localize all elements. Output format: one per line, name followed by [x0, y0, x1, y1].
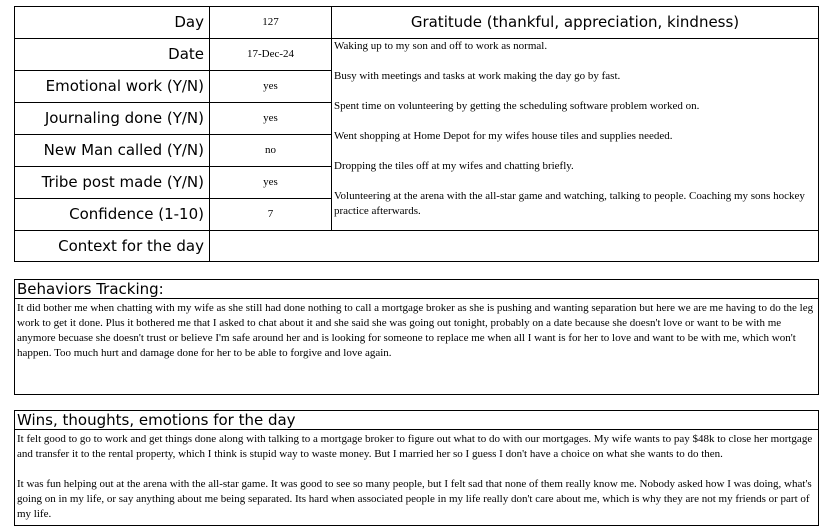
gratitude-item: Dropping the tiles off at my wifes and chatting briefly.: [334, 160, 574, 172]
wins-paragraph: It felt good to go to work and get things done along with talking to a mortgage broker to figure out what to do with our mortgages. My wife wants to pay $48k to close her mortgage and transfer it to the rental property, which I think is stupid way to waste money. But I married her so I guess I don't have a choice on what she wants to do then.: [17, 433, 813, 460]
label-new-man-called: New Man called (Y/N): [43, 141, 204, 159]
gratitude-item: Busy with meetings and tasks at work making the day go by fast.: [334, 70, 621, 82]
wins-title: Wins, thoughts, emotions for the day: [15, 411, 818, 430]
value-date: 17-Dec-24: [246, 48, 295, 60]
grid-line: [331, 6, 332, 230]
behaviors-section: [14, 279, 819, 395]
gratitude-item: Volunteering at the arena with the all-star game and watching, talking to people. Coaching my sons hockey practice afterwards.: [334, 190, 805, 217]
gratitude-item: Spent time on volunteering by getting the scheduling software problem worked on.: [334, 100, 700, 112]
behaviors-title: Behaviors Tracking:: [15, 280, 818, 299]
wins-paragraph: It was fun helping out at the arena with the all-star game. It was good to see so many people, but I felt sad that none of them really know me. Nobody asked how I was doing, what's going on in my life, or say anything about me being separated. Its hard when associated people in my life really don't care about me, which is why they are not my friends or part of my life.: [17, 478, 812, 520]
gratitude-list: [334, 39, 818, 219]
value-context-for-the-day: [210, 230, 818, 262]
behaviors-body: [15, 299, 818, 361]
gratitude-title: Gratitude (thankful, appreciation, kindness): [410, 13, 740, 31]
daily-tracker-table: [14, 6, 819, 262]
gratitude-item: Waking up to my son and off to work as normal.: [334, 40, 548, 52]
behaviors-text: It did bother me when chatting with my wife as she still had done nothing to call a mortgage broker as she is pushing and wanting separation but here we are me having to do the leg work to get it done. Plus it bothered me that I asked to chat about it and she said she was going out tonight, probably on a date because she doesn't love or want to be with me anymore becuase she doesn't trust or believe I'm safe around her and is looking for someone to replace me when all I want is for her to love and want to be with me, which won't happen. Too much hurt and damage done for her to be able to forgive and love again.: [17, 302, 814, 359]
label-tribe-post-made: Tribe post made (Y/N): [41, 173, 204, 191]
wins-body: [15, 430, 818, 522]
gratitude-item: Went shopping at Home Depot for my wifes house tiles and supplies needed.: [334, 130, 673, 142]
label-confidence: Confidence (1-10): [69, 205, 204, 223]
value-new-man-called: no: [265, 144, 276, 156]
value-emotional-work: yes: [263, 80, 278, 92]
label-date: Date: [168, 45, 204, 63]
label-day: Day: [174, 13, 204, 31]
value-journaling-done: yes: [263, 112, 278, 124]
value-confidence: 7: [267, 208, 274, 220]
label-context-for-the-day: Context for the day: [58, 237, 204, 255]
label-emotional-work: Emotional work (Y/N): [45, 77, 204, 95]
value-tribe-post-made: yes: [263, 176, 278, 188]
wins-section: [14, 410, 819, 526]
value-day: 127: [262, 16, 279, 28]
label-journaling-done: Journaling done (Y/N): [44, 109, 204, 127]
